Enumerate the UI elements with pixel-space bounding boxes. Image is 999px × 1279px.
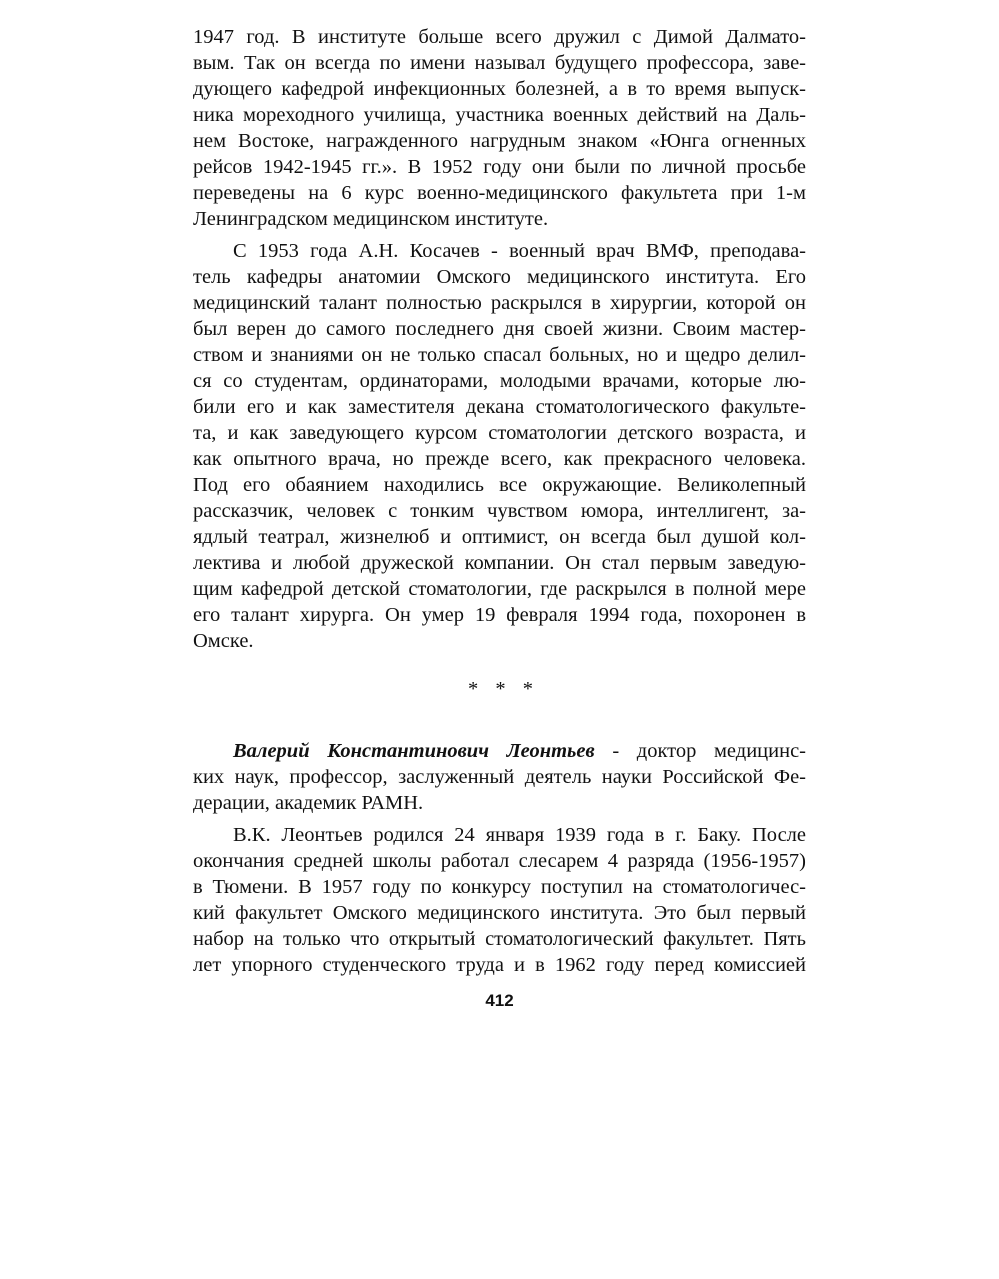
text-line: Ленинградском медицинском институте. <box>193 208 549 230</box>
text-line: ством и знаниями он не только спасал больных, но и щедро делил- <box>193 344 806 366</box>
text-line: дерации, академик РАМН. <box>193 792 424 814</box>
text-fragment: - доктор медицинс- <box>594 740 806 762</box>
text-line: его талант хирурга. Он умер 19 февраля 1994 года, похоронен в <box>193 604 806 626</box>
person-name: Валерий Константинович Леонтьев <box>233 740 595 762</box>
text-line: рейсов 1942-1945 гг.». В 1952 году они были по личной просьбе <box>193 156 806 178</box>
paragraph <box>193 24 806 232</box>
text-line <box>193 738 806 764</box>
text-line: 1947 год. В институте больше всего дружил с Димой Далмато- <box>193 26 806 48</box>
page-number: 412 <box>485 991 514 1010</box>
text-line: лектива и любой дружеской компании. Он стал первым заведую- <box>193 552 806 574</box>
text-line: ядлый театрал, жизнелюб и оптимист, он всегда был душой кол- <box>193 526 806 548</box>
text-line: ника мореходного училища, участника военных действий на Даль- <box>193 104 806 126</box>
text-line: били его и как заместителя декана стоматологического факульте- <box>193 396 806 418</box>
text-line: как опытного врача, но прежде всего, как прекрасного человека. <box>193 448 806 470</box>
section-separator: * * * <box>468 678 539 700</box>
text-line: вым. Так он всегда по имени называл будущего профессора, заве- <box>193 52 806 74</box>
text-line: ких наук, профессор, заслуженный деятель науки Российской Фе- <box>193 766 806 788</box>
text-line: Омске. <box>193 630 254 652</box>
paragraph <box>193 738 806 816</box>
text-line: медицинский талант полностью раскрылся в хирургии, которой он <box>193 292 806 314</box>
text-line: нем Востоке, награжденного нагрудным знаком «Юнга огненных <box>193 130 806 152</box>
text-line: ся со студентам, ординаторами, молодыми врачами, которые лю- <box>193 370 806 392</box>
text-line: С 1953 года А.Н. Косачев - военный врач ВМФ, преподава- <box>233 240 806 262</box>
text-line: дующего кафедрой инфекционных болезней, а в то время выпуск- <box>193 78 806 100</box>
paragraph <box>193 238 806 654</box>
text-line: Под его обаянием находились все окружающие. Великолепный <box>193 474 806 496</box>
text-line: та, и как заведующего курсом стоматологии детского возраста, и <box>193 422 806 444</box>
text-line: был верен до самого последнего дня своей жизни. Своим мастер- <box>193 318 806 340</box>
paragraph <box>193 822 806 978</box>
text-line: окончания средней школы работал слесарем 4 разряда (1956-1957) <box>193 850 806 872</box>
text-line: набор на только что открытый стоматологический факультет. Пять <box>193 928 806 950</box>
text-line: рассказчик, человек с тонким чувством юмора, интеллигент, за- <box>193 500 806 522</box>
text-line: в Тюмени. В 1957 году по конкурсу поступил на стоматологичес- <box>193 876 806 898</box>
text-line: В.К. Леонтьев родился 24 января 1939 года в г. Баку. После <box>233 824 806 846</box>
text-line: щим кафедрой детской стоматологии, где раскрылся в полной мере <box>193 578 806 600</box>
text-line: кий факультет Омского медицинского института. Это был первый <box>193 902 806 924</box>
text-line: тель кафедры анатомии Омского медицинского института. Его <box>193 266 806 288</box>
text-line: лет упорного студенческого труда и в 1962 году перед комиссией <box>193 954 806 976</box>
text-line: переведены на 6 курс военно-медицинского факультета при 1-м <box>193 182 806 204</box>
section-spacer <box>193 702 806 738</box>
page-body <box>193 24 806 978</box>
